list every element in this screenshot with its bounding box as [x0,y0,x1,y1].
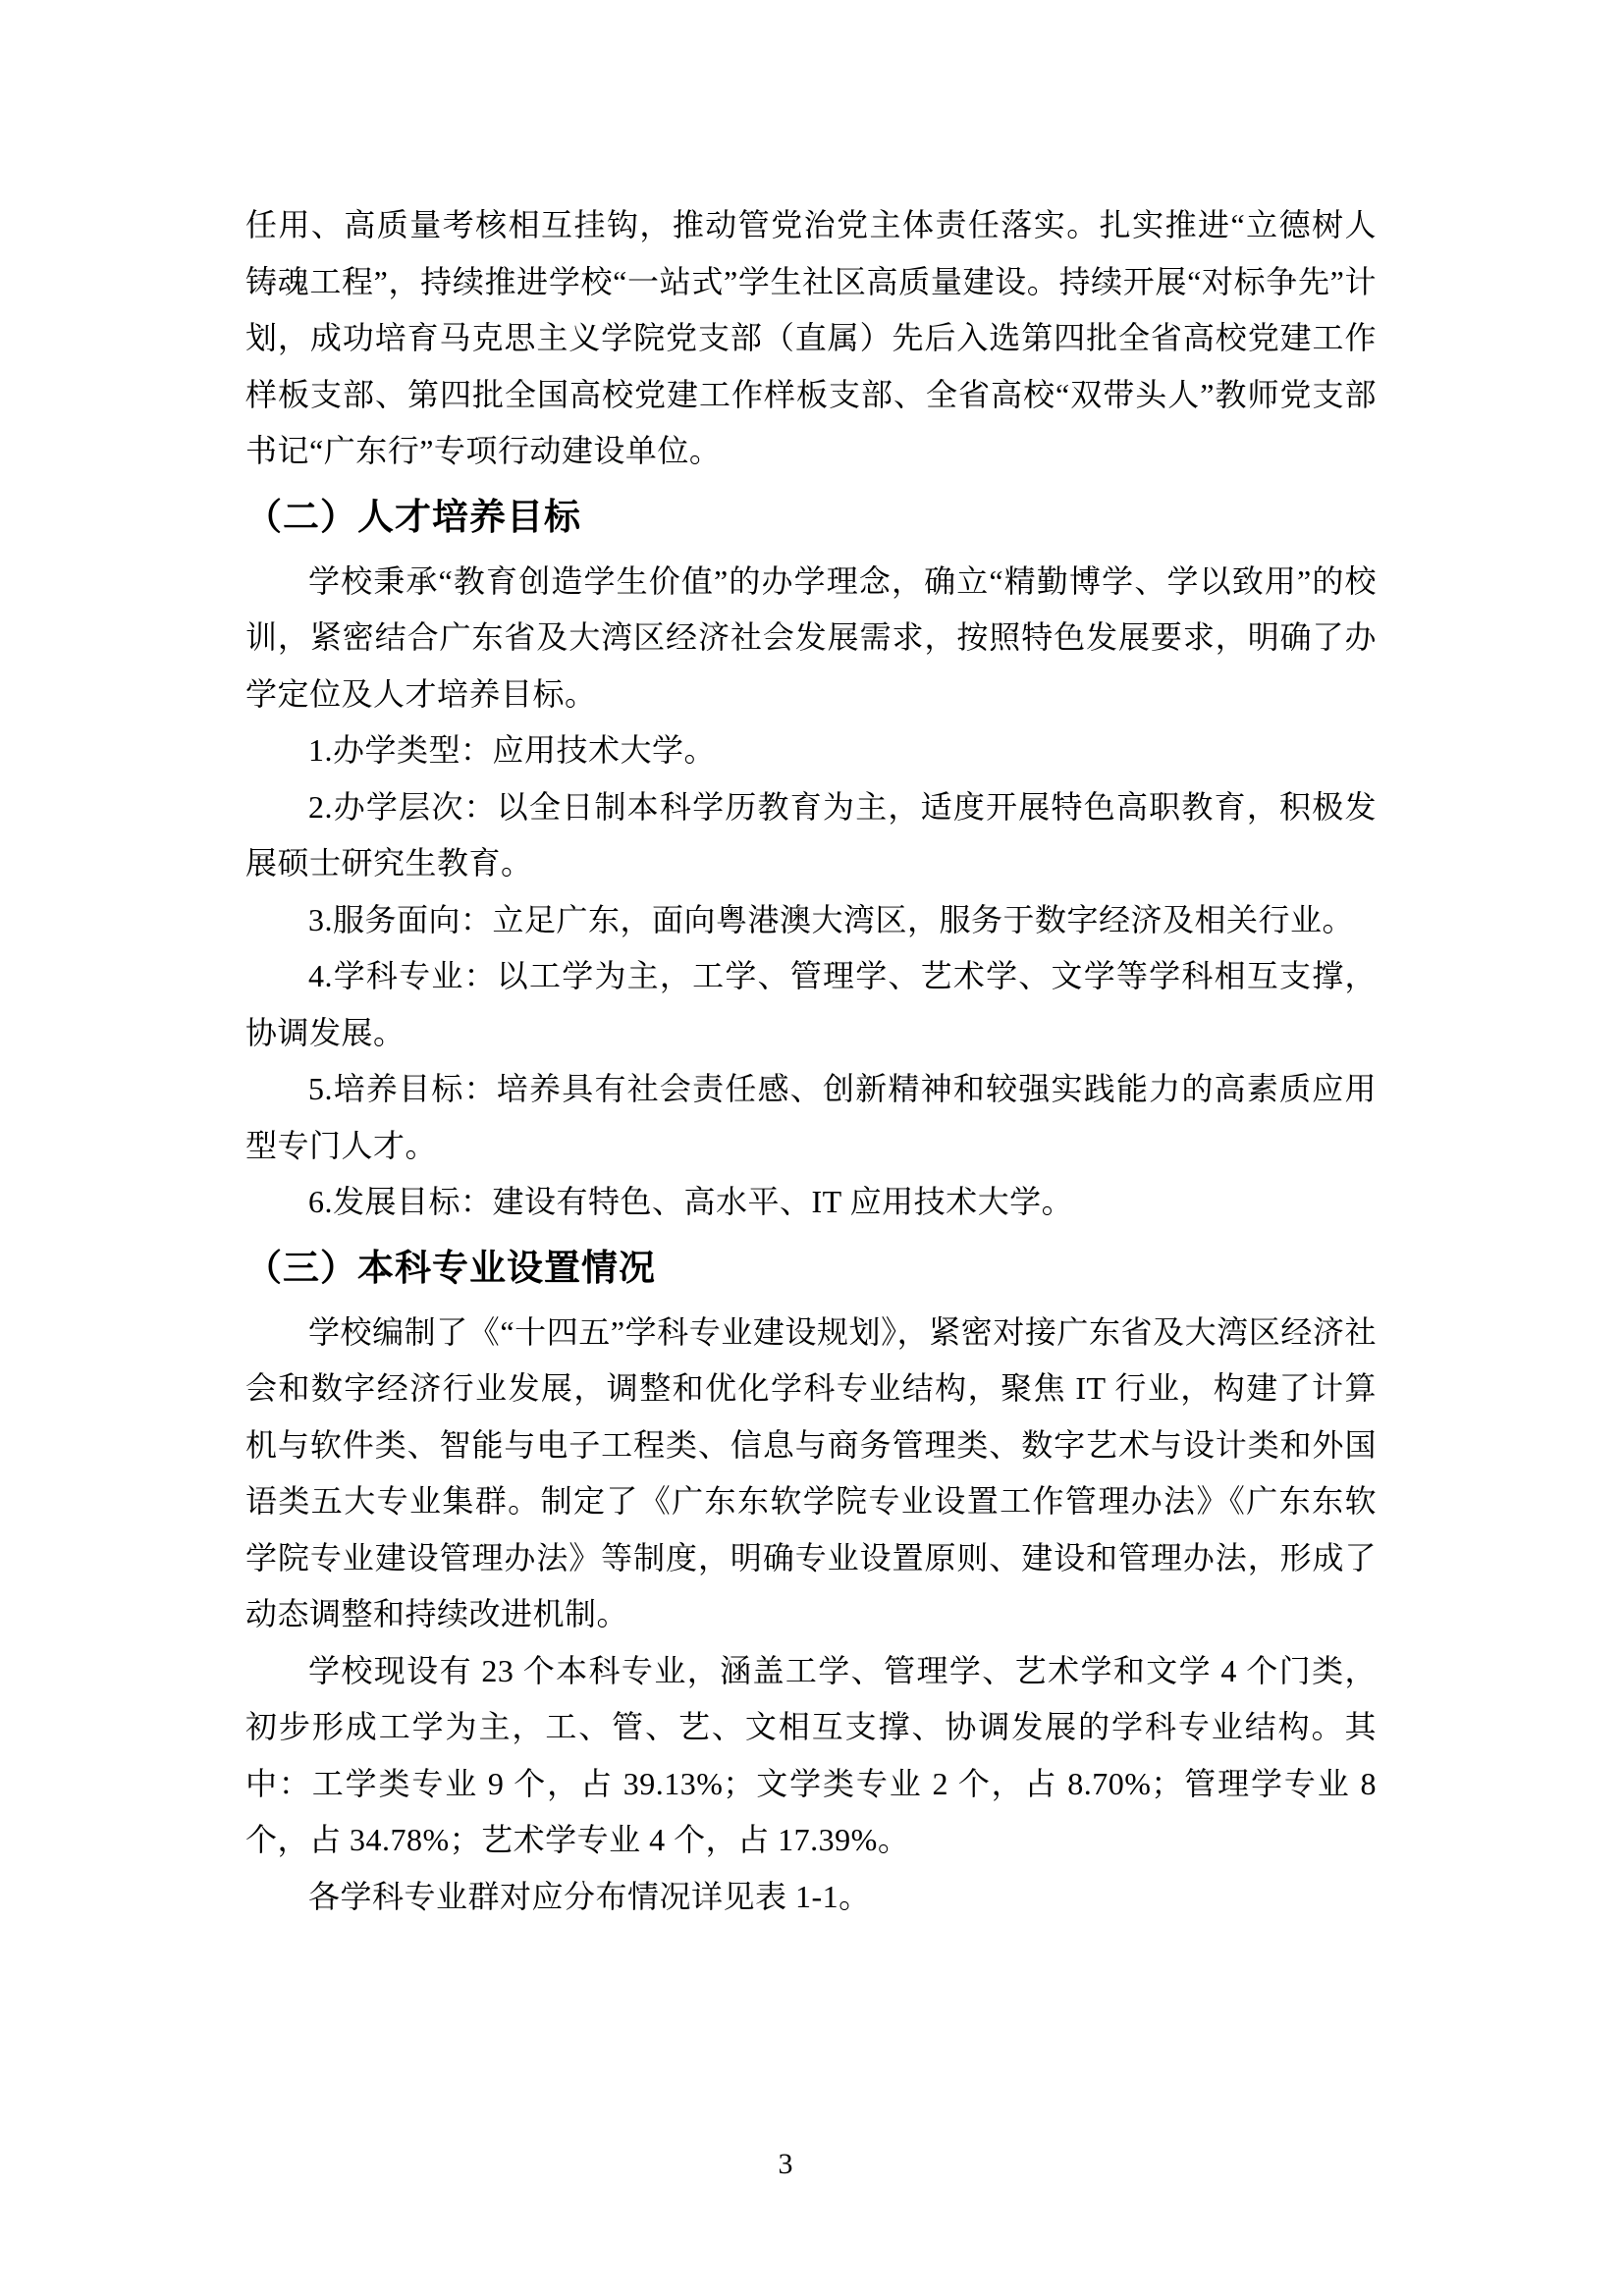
list-item-cultivation-goal: 5.培养目标：培养具有社会责任感、创新精神和较强实践能力的高素质应用型专门人才。 [245,1071,1377,1163]
paragraph-school-philosophy: 学校秉承“教育创造学生价值”的办学理念，确立“精勤博学、学以致用”的校训，紧密结合广东省及大湾区经济社会发展需求，按照特色发展要求，明确了办学定位及人才培养目标。 [245,562,1377,712]
page-number: 3 [778,2148,793,2180]
paragraph-program-planning: 学校编制了《“十四五”学科专业建设规划》，紧密对接广东省及大湾区经济社会和数字经济行业发展，调整和优化学科专业结构，聚焦 IT 行业，构建了计算机与软件类、智能与电子工程类、信息与商务管理类、数字艺术与设计类和外国语类五大专业集群。制定了《广东东软学院专业设置工作管理办法》《广东东软学院专业建设管理办法》等制度，明确专业设置原则、建设和管理办法，形成了动态调整和持续改进机制。 [245,1313,1377,1631]
page-content [245,197,1377,1925]
paragraph-program-statistics: 学校现设有 23 个本科专业，涵盖工学、管理学、艺术学和文学 4 个门类，初步形成工学为主，工、管、艺、文相互支撑、协调发展的学科专业结构。其中：工学类专业 9 个，占 39.13%；文学类专业 2 个，占 8.70%；管理学专业 8 个，占 34.78%；艺术学专业 4 个，占 17.39%。 [245,1652,1377,1857]
list-item-school-type: 1.办学类型：应用技术大学。 [308,732,717,768]
list-item-development-goal: 6.发展目标：建设有特色、高水平、IT 应用技术大学。 [308,1184,1074,1219]
paragraph-party-building-continued: 任用、高质量考核相互挂钩，推动管党治党主体责任落实。扎实推进“立德树人铸魂工程”，持续推进学校“一站式”学生社区高质量建设。持续开展“对标争先”计划，成功培育马克思主义学院党支部（直属）先后入选第四批全省高校党建工作样板支部、第四批全国高校党建工作样板支部、全省高校“双带头人”教师党支部书记“广东行”专项行动建设单位。 [245,207,1377,468]
section-heading-talent-cultivation-goals: （二）人才培养目标 [245,496,581,537]
list-item-education-level: 2.办学层次：以全日制本科学历教育为主，适度开展特色高职教育，积极发展硕士研究生教育。 [245,788,1377,881]
section-heading-undergraduate-program-setup: （三）本科专业设置情况 [245,1247,656,1288]
list-item-discipline-specialty: 4.学科专业：以工学为主，工学、管理学、艺术学、文学等学科相互支撑，协调发展。 [245,958,1377,1050]
paragraph-table-reference: 各学科专业群对应分布情况详见表 1-1。 [308,1878,871,1914]
list-item-service-orientation: 3.服务面向：立足广东，面向粤港澳大湾区，服务于数字经济及相关行业。 [308,901,1355,937]
